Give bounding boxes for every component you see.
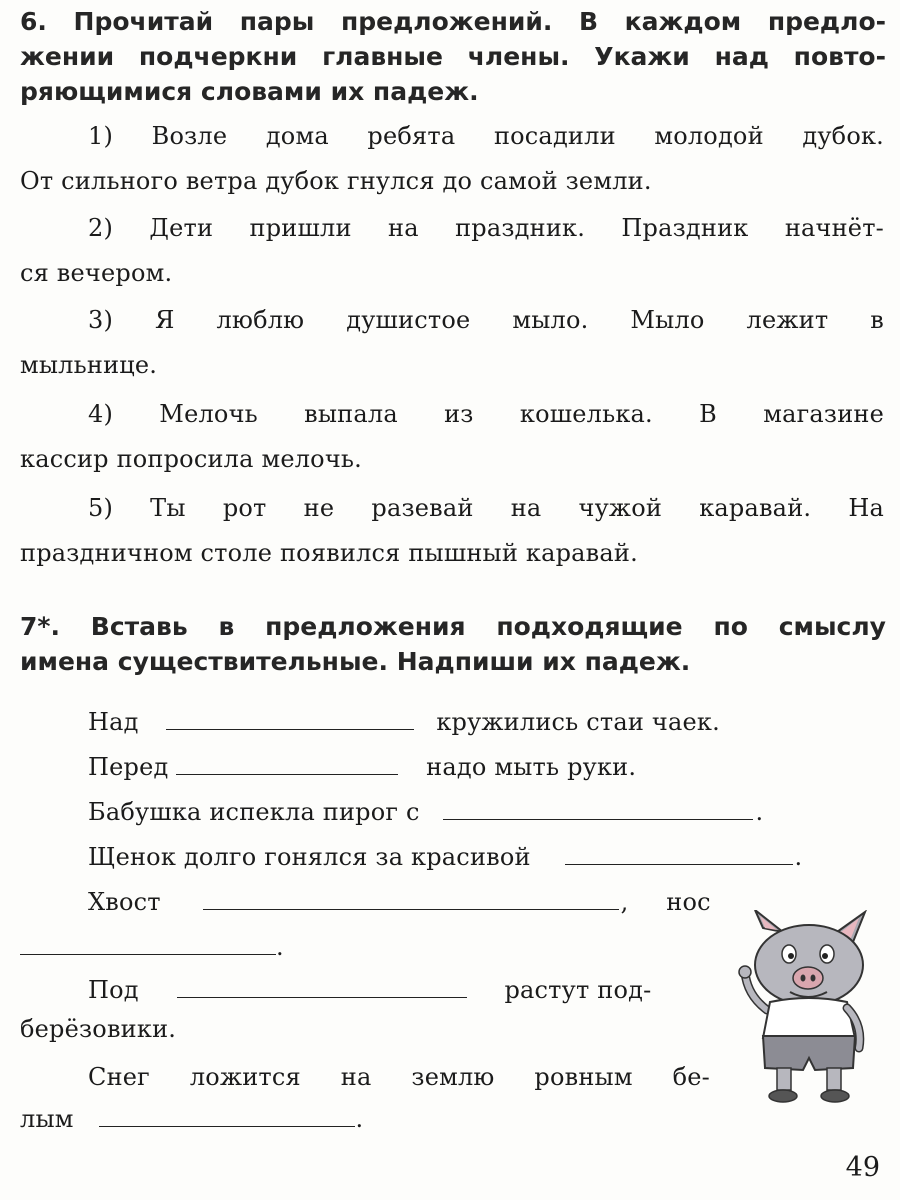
sentence-pair-4 bbox=[20, 392, 884, 482]
fill-2-start: Перед bbox=[88, 753, 169, 781]
fill-3-start: Бабушка испекла пирог с bbox=[88, 798, 420, 826]
fill-6-end: растут под- bbox=[504, 976, 652, 1004]
fill-sentence-6-cont bbox=[20, 1007, 420, 1052]
fill-6-cont: берёзовики. bbox=[20, 1015, 177, 1043]
fill-sentence-2 bbox=[88, 745, 888, 790]
sentence-pair-3-line-2: мыльнице. bbox=[20, 351, 158, 379]
fill-6-blank[interactable] bbox=[177, 975, 467, 998]
sentence-pair-5 bbox=[20, 486, 884, 576]
task-7-line-1: Вставь в предложения подходящие по смыслу bbox=[90, 612, 886, 641]
fill-7-end: . bbox=[355, 1105, 364, 1133]
fill-sentence-4 bbox=[88, 835, 888, 880]
fill-7-blank[interactable] bbox=[99, 1104, 355, 1127]
fill-1-start: Над bbox=[88, 708, 139, 736]
task-6-number: 6. bbox=[20, 7, 47, 36]
sentence-pair-3-line-1: 3) Я люблю душистое мыло. Мыло лежит в bbox=[88, 306, 884, 334]
task-6-sentences bbox=[20, 114, 884, 204]
sentence-pair-5-line-2: праздничном столе появился пышный каравай. bbox=[20, 539, 638, 567]
fill-sentence-3 bbox=[88, 790, 888, 835]
sentence-pair-1-line-1: 1) Возле дома ребята посадили молодой дубок. bbox=[88, 122, 884, 150]
task-6-line-3: ряющимися словами их падеж. bbox=[20, 77, 479, 106]
sentence-pair-2-line-1: 2) Дети пришли на праздник. Праздник начнёт- bbox=[88, 214, 884, 242]
fill-1-blank[interactable] bbox=[166, 707, 414, 730]
fill-1-end: кружились стаи чаек. bbox=[436, 708, 720, 736]
task-6-line-1: Прочитай пары предложений. В каждом предло- bbox=[73, 7, 886, 36]
fill-5-comma: , bbox=[620, 888, 629, 916]
fill-5-nos: нос bbox=[666, 888, 711, 916]
fill-4-end: . bbox=[794, 843, 803, 871]
task-7-instructions bbox=[20, 609, 886, 679]
fill-sentence-7 bbox=[88, 1055, 710, 1100]
fill-sentence-5-cont bbox=[20, 925, 320, 970]
task-7-number: 7*. bbox=[20, 612, 60, 641]
fill-5-end: . bbox=[276, 933, 284, 961]
sentence-pair-4-line-1: 4) Мелочь выпала из кошелька. В магазине bbox=[88, 400, 884, 428]
pig-illustration bbox=[735, 910, 885, 1105]
page-number: 49 bbox=[845, 1152, 880, 1183]
sentence-pair-5-line-1: 5) Ты рот не разевай на чужой каравай. На bbox=[88, 494, 884, 522]
fill-2-end: надо мыть руки. bbox=[426, 753, 637, 781]
fill-5-blank-1[interactable] bbox=[203, 887, 619, 910]
fill-2-blank[interactable] bbox=[176, 752, 398, 775]
task-6-line-2: жении подчеркни главные члены. Укажи над повто- bbox=[20, 42, 886, 71]
fill-sentence-1 bbox=[88, 700, 888, 745]
fill-3-blank[interactable] bbox=[443, 797, 753, 820]
task-6-instructions bbox=[20, 4, 886, 109]
fill-4-blank[interactable] bbox=[565, 842, 793, 865]
sentence-pair-2 bbox=[20, 206, 884, 296]
fill-sentence-5 bbox=[88, 880, 718, 925]
fill-7-start: Снег ложится на землю ровным бе- bbox=[88, 1063, 710, 1091]
fill-sentence-7-cont bbox=[20, 1097, 420, 1142]
sentence-pair-2-line-2: ся вечером. bbox=[20, 259, 173, 287]
fill-5-start: Хвост bbox=[88, 888, 161, 916]
fill-6-start: Под bbox=[88, 976, 139, 1004]
sentence-pair-3 bbox=[20, 298, 884, 388]
sentence-pair-1-line-2: От сильного ветра дубок гнулся до самой земли. bbox=[20, 167, 652, 195]
fill-7-lym: лым bbox=[20, 1105, 74, 1133]
sentence-pair-4-line-2: кассир попросила мелочь. bbox=[20, 445, 362, 473]
fill-5-blank-2[interactable] bbox=[20, 932, 276, 955]
fill-3-end: . bbox=[755, 798, 764, 826]
task-7-line-2: имена существительные. Надпиши их падеж. bbox=[20, 647, 691, 676]
fill-4-start: Щенок долго гонялся за красивой bbox=[88, 843, 531, 871]
